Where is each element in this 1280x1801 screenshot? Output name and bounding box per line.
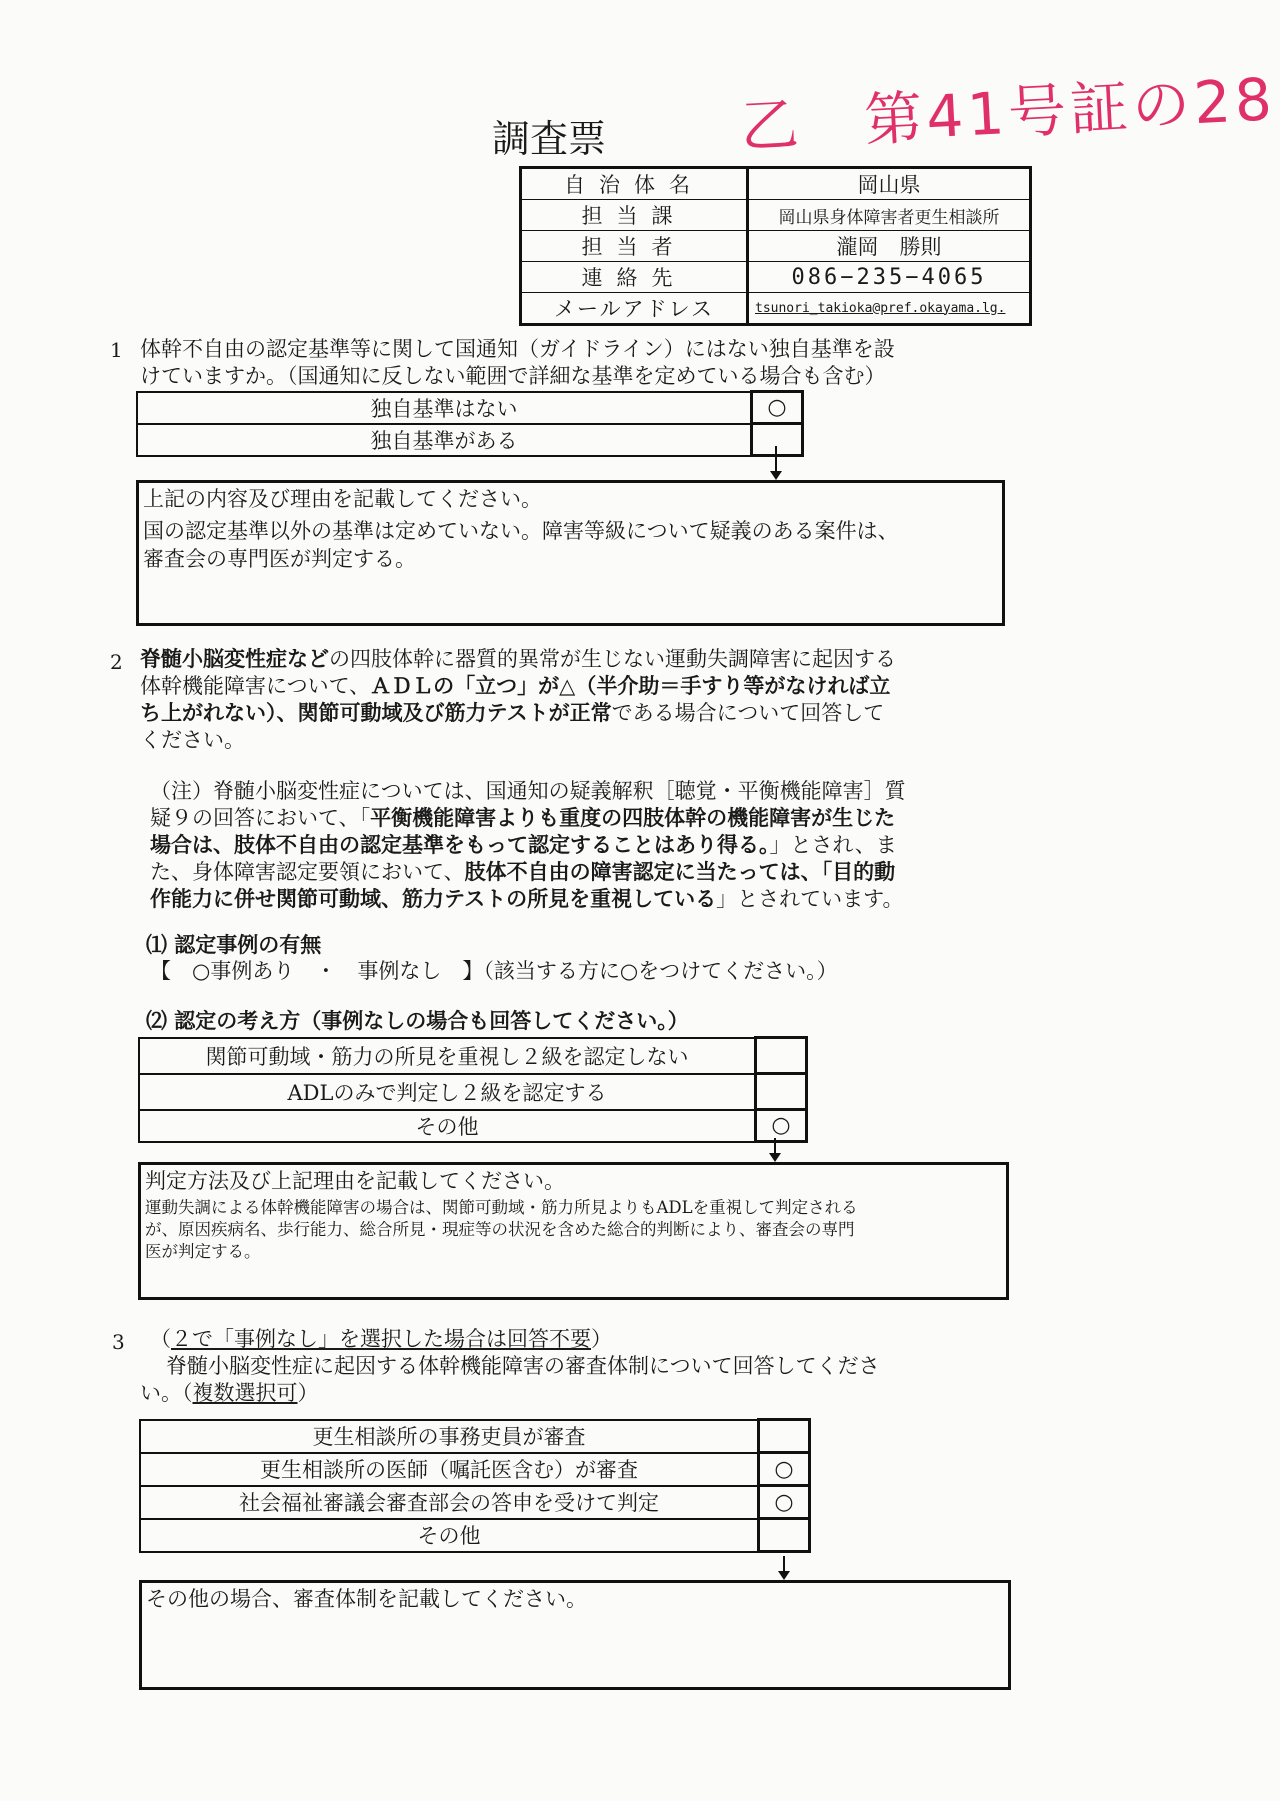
info-value: 瀧岡 勝則 <box>748 231 1031 262</box>
text-line <box>150 832 1020 859</box>
respondent-info-table <box>519 166 1032 326</box>
info-row <box>521 168 1031 200</box>
text-line: 国の認定基準以外の基準は定めていない。障害等級について疑義のある案件は、 <box>143 519 899 543</box>
text-line <box>140 1380 1020 1407</box>
option-checkbox[interactable] <box>759 1519 810 1552</box>
text-line: 脊髄小脳変性症に起因する体幹機能障害の審査体制について回答してくださ <box>166 1354 880 1378</box>
option-checkbox[interactable]: ○ <box>759 1453 810 1486</box>
text-span: 疑９の回答において、「 <box>150 806 371 830</box>
question-number: 3 <box>112 1330 125 1354</box>
info-row <box>521 262 1031 293</box>
box-heading: その他の場合、審査体制を記載してください。 <box>146 1587 587 1611</box>
option-checkbox[interactable] <box>756 1038 807 1074</box>
option-row[interactable] <box>139 1110 807 1142</box>
question-text <box>140 336 1020 390</box>
case-existence-line[interactable]: 【 ○事例あり ・ 事例なし 】（該当する方に○をつけてください。） <box>150 959 838 983</box>
info-label: 担当者 <box>521 231 748 262</box>
info-value: 岡山県身体障害者更生相談所 <box>748 200 1031 231</box>
evidence-stamp: 乙 第41号証の28 <box>738 65 1278 161</box>
box-heading: 判定方法及び上記理由を記載してください。 <box>145 1169 565 1193</box>
info-row <box>521 293 1031 325</box>
option-label: 独自基準がある <box>137 424 752 456</box>
q2-options-table <box>138 1036 808 1143</box>
option-label: 関節可動域・筋力の所見を重視し２級を認定しない <box>139 1038 756 1074</box>
text-span: の四肢体幹に器質的異常が生じない運動失調障害に起因する <box>329 647 896 671</box>
text-line <box>140 700 1020 727</box>
option-label: ADLのみで判定し２級を認定する <box>139 1074 756 1110</box>
info-value: 岡山県 <box>748 168 1031 200</box>
text-span: 体幹機能障害について、 <box>140 674 371 698</box>
text-line <box>140 673 1020 700</box>
page-title: 調査票 <box>492 117 607 161</box>
subquestion-title: ⑴ 認定事例の有無 <box>146 933 322 957</box>
text-line: けていますか。（国通知に反しない範囲で詳細な基準を定めている場合も含む） <box>140 364 886 388</box>
text-line: 医が判定する。 <box>145 1242 261 1261</box>
text-span: ） <box>591 1327 612 1351</box>
text-span: ） <box>297 1381 319 1405</box>
option-row[interactable] <box>140 1453 810 1486</box>
arrow-down-icon <box>774 1138 776 1156</box>
option-row[interactable] <box>137 392 803 424</box>
question-text <box>140 646 1020 754</box>
subquestion-title: ⑵ 認定の考え方（事例なしの場合も回答してください。） <box>146 1009 689 1033</box>
text-span: 」とされ、ま <box>769 833 897 857</box>
text-line: 運動失調による体幹機能障害の場合は、関節可動域・筋力所見よりもADLを重視して判定される <box>145 1198 858 1217</box>
option-label: その他 <box>140 1519 759 1552</box>
emphasis-text: 作能力に併せ関節可動域、筋力テストの所見を重視している <box>150 887 717 911</box>
text-line: ください。 <box>140 728 245 752</box>
answer-text <box>141 1197 1006 1263</box>
text-line <box>150 859 1020 886</box>
emphasis-text: ち上がれない）、関節可動域及び筋力テストが正常 <box>140 701 612 725</box>
info-value: 086−235−4065 <box>748 262 1031 293</box>
text-line: 体幹不自由の認定基準等に関して国通知（ガイドライン）にはない独自基準を設 <box>140 337 895 361</box>
q3-answer-box[interactable] <box>139 1580 1011 1690</box>
text-line: （注）脊髄小脳変性症については、国通知の疑義解釈［聴覚・平衡機能障害］質 <box>150 779 906 803</box>
info-label: 自治体名 <box>521 168 748 200</box>
info-label: 担当課 <box>521 200 748 231</box>
text-span: た、身体障害認定要領において、 <box>150 860 465 884</box>
option-row[interactable] <box>137 424 803 456</box>
option-label: 更生相談所の事務吏員が審査 <box>140 1420 759 1453</box>
underlined-text: ２で「事例なし」を選択した場合は回答不要 <box>171 1327 591 1351</box>
underlined-text: 複数選択可 <box>192 1381 298 1405</box>
option-row[interactable] <box>140 1420 810 1453</box>
text-line <box>150 886 1020 913</box>
arrow-down-icon <box>775 446 777 474</box>
info-label: メールアドレス <box>521 293 748 325</box>
emphasis-text: 脊髄小脳変性症など <box>140 647 329 671</box>
question-note <box>150 778 1020 913</box>
text-span: 」とされています。 <box>716 887 904 911</box>
info-row <box>521 231 1031 262</box>
option-label: 社会福祉審議会審査部会の答申を受けて判定 <box>140 1486 759 1519</box>
option-checkbox[interactable] <box>756 1074 807 1110</box>
text-line: 審査会の専門医が判定する。 <box>143 547 416 571</box>
option-label: その他 <box>139 1110 756 1142</box>
text-span: い。（ <box>140 1381 193 1405</box>
answer-text <box>139 517 1002 573</box>
option-label: 更生相談所の医師（嘱託医含む）が審査 <box>140 1453 759 1486</box>
info-label: 連絡先 <box>521 262 748 293</box>
arrow-down-icon <box>783 1556 785 1574</box>
option-checkbox[interactable]: ○ <box>752 392 803 424</box>
option-checkbox[interactable]: ○ <box>756 1110 807 1142</box>
q1-options-table <box>136 390 804 457</box>
question-number: 1 <box>110 338 123 362</box>
text-line <box>140 646 1020 673</box>
box-heading: 上記の内容及び理由を記載してください。 <box>143 487 542 511</box>
q2-answer-box[interactable] <box>138 1162 1009 1300</box>
option-checkbox[interactable]: ○ <box>759 1486 810 1519</box>
emphasis-text: ＡＤＬの「立つ」が△（半介助＝手すり等がなければ立 <box>370 674 891 698</box>
option-label: 独自基準はない <box>137 392 752 424</box>
text-line <box>150 1326 1020 1353</box>
q3-options-table <box>139 1418 811 1553</box>
emphasis-text: 場合は、肢体不自由の認定基準をもって認定することはあり得る。 <box>150 833 770 857</box>
text-line <box>150 805 1020 832</box>
option-checkbox[interactable] <box>759 1420 810 1453</box>
q1-answer-box[interactable] <box>136 480 1005 626</box>
text-line: が、原因疾病名、歩行能力、総合所見・現症等の状況を含めた総合的判断により、審査会の専門 <box>145 1220 855 1239</box>
option-row[interactable] <box>140 1486 810 1519</box>
option-row[interactable] <box>140 1519 810 1552</box>
emphasis-text: 平衡機能障害よりも重度の四肢体幹の機能障害が生じた <box>370 806 896 830</box>
emphasis-text: 肢体不自由の障害認定に当たっては、「目的動 <box>464 860 896 884</box>
question-number: 2 <box>110 650 123 674</box>
text-span: である場合について回答して <box>611 701 885 725</box>
option-row[interactable] <box>139 1038 807 1074</box>
info-value: tsunori_takioka@pref.okayama.lg. <box>748 293 1031 325</box>
question-text <box>140 1326 1020 1407</box>
text-span: （ <box>150 1327 171 1351</box>
option-checkbox[interactable] <box>752 424 803 456</box>
option-row[interactable] <box>139 1074 807 1110</box>
info-row <box>521 200 1031 231</box>
